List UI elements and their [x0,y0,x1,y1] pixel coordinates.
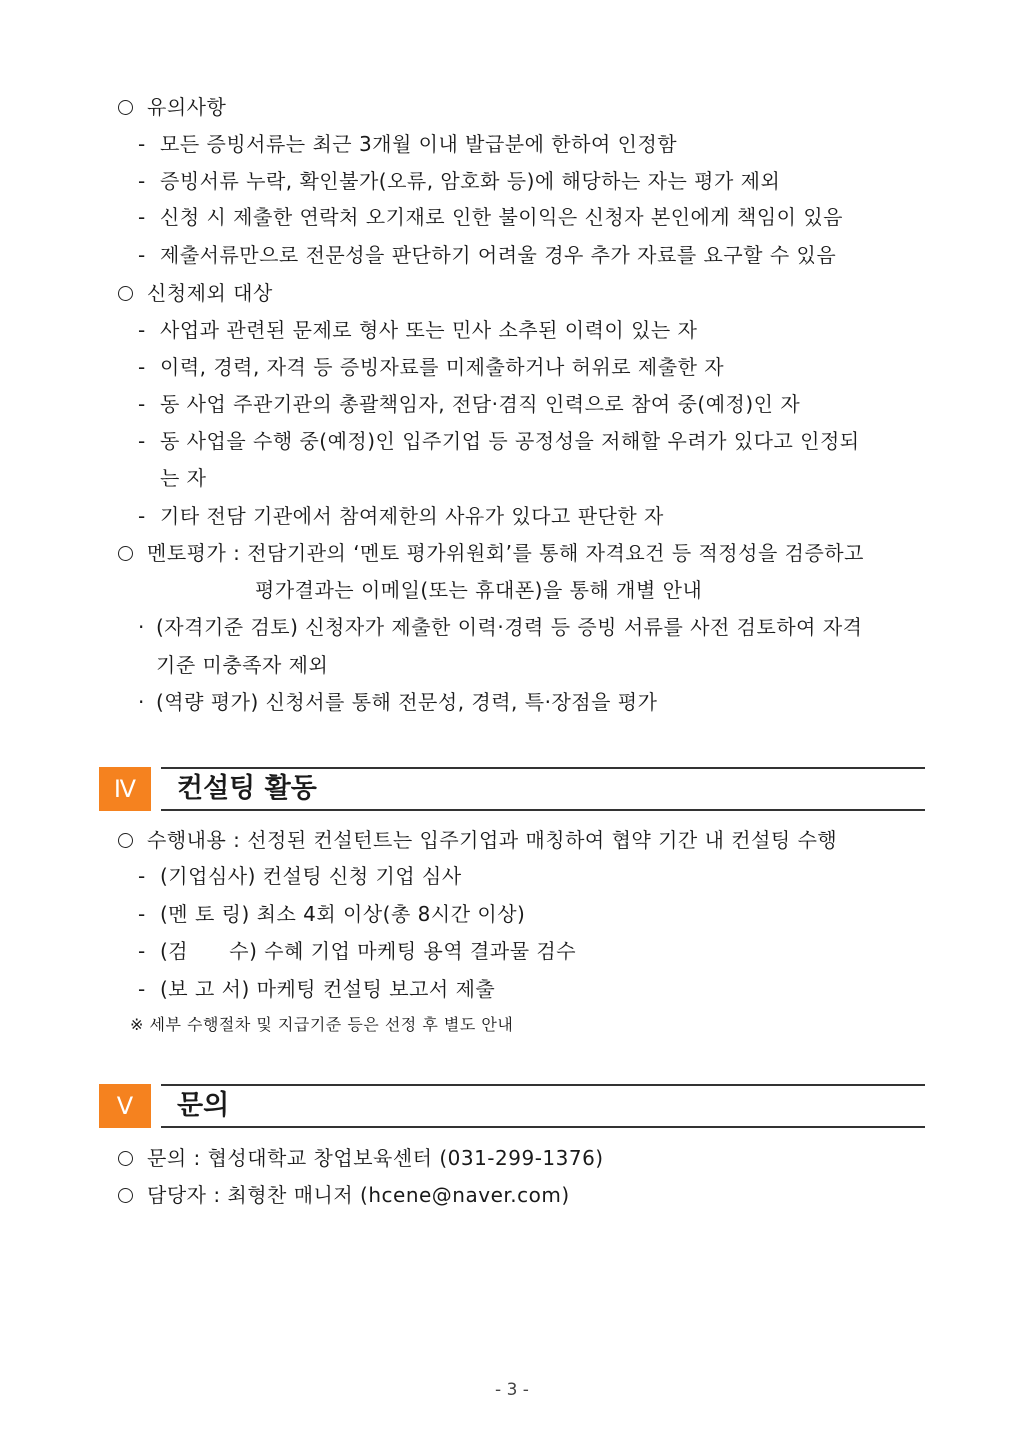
exclusion-item: - 사업과 관련된 문제로 형사 또는 민사 소추된 이력이 있는 자 [138,318,698,342]
activity-item: - (검 수) 수혜 기업 마케팅 용역 결과물 검수 [138,939,577,963]
notes-item: - 신청 시 제출한 연락처 오기재로 인한 불이익은 신청자 본인에게 책임이 있음 [138,205,843,229]
activity-item: - (기업심사) 컨설팅 신청 기업 심사 [138,864,462,888]
contact-line: 문의 : 협성대학교 창업보육센터 (031-299-1376) [118,1144,604,1172]
exclusion-heading: 신청제외 대상 [118,279,273,307]
circle-bullet-icon [118,546,133,561]
notes-item: - 제출서류만으로 전문성을 판단하기 어려울 경우 추가 자료를 요구할 수 있음 [138,243,837,267]
notes-item: - 모든 증빙서류는 최근 3개월 이내 발급분에 한하여 인정함 [138,132,678,156]
mentor-eval-sub-item-continued: 기준 미충족자 제외 [156,653,329,677]
mentor-eval-sub-item: · (역량 평가) 신청서를 통해 전문성, 경력, 특·장점을 평가 [138,690,658,714]
circle-bullet-icon [118,1188,133,1203]
section-header [99,1084,925,1128]
mentor-eval-sub-item: · (자격기준 검토) 신청자가 제출한 이력·경력 등 증빙 서류를 사전 검토하여 자격 [138,615,863,639]
section-summary: 수행내용 : 선정된 컨설턴트는 입주기업과 매칭하여 협약 기간 내 컨설팅 수행 [118,826,837,854]
exclusion-item: - 동 사업을 수행 중(예정)인 입주기업 등 공정성을 저해할 우려가 있다고 인정되 [138,429,860,453]
exclusion-item: - 동 사업 주관기관의 총괄책임자, 전담·겸직 인력으로 참여 중(예정)인 자 [138,392,801,416]
section-number-badge: Ⅴ [99,1084,151,1128]
divider [161,1084,925,1086]
notes-heading: 유의사항 [118,93,226,121]
mentor-eval-line: 멘토평가 : 전담기관의 ‘멘토 평가위원회’를 통해 자격요건 등 적정성을 검증하고 [118,539,864,567]
divider [161,767,925,769]
exclusion-item-continued: 는 자 [160,466,207,490]
divider [161,1126,925,1128]
section-title: 컨설팅 활동 [177,773,317,804]
section-number-badge: Ⅳ [99,767,151,811]
contact-line: 담당자 : 최형찬 매니저 (hcene@naver.com) [118,1181,570,1209]
circle-bullet-icon [118,1151,133,1166]
circle-bullet-icon [118,833,133,848]
activity-item: - (멘 토 링) 최소 4회 이상(총 8시간 이상) [138,902,526,926]
circle-bullet-icon [118,100,133,115]
circle-bullet-icon [118,286,133,301]
exclusion-item: - 기타 전담 기관에서 참여제한의 사유가 있다고 판단한 자 [138,504,664,528]
divider [161,809,925,811]
page-number: - 3 - [495,1380,529,1400]
exclusion-item: - 이력, 경력, 자격 등 증빙자료를 미제출하거나 허위로 제출한 자 [138,355,725,379]
activity-item: - (보 고 서) 마케팅 컨설팅 보고서 제출 [138,977,496,1001]
section-header [99,767,925,811]
section-title: 문의 [177,1090,230,1121]
footnote: ※ 세부 수행절차 및 지급기준 등은 선정 후 별도 안내 [130,1015,514,1034]
notes-item: - 증빙서류 누락, 확인불가(오류, 암호화 등)에 해당하는 자는 평가 제외 [138,169,781,193]
mentor-eval-line-continued: 평가결과는 이메일(또는 휴대폰)을 통해 개별 안내 [255,578,703,602]
